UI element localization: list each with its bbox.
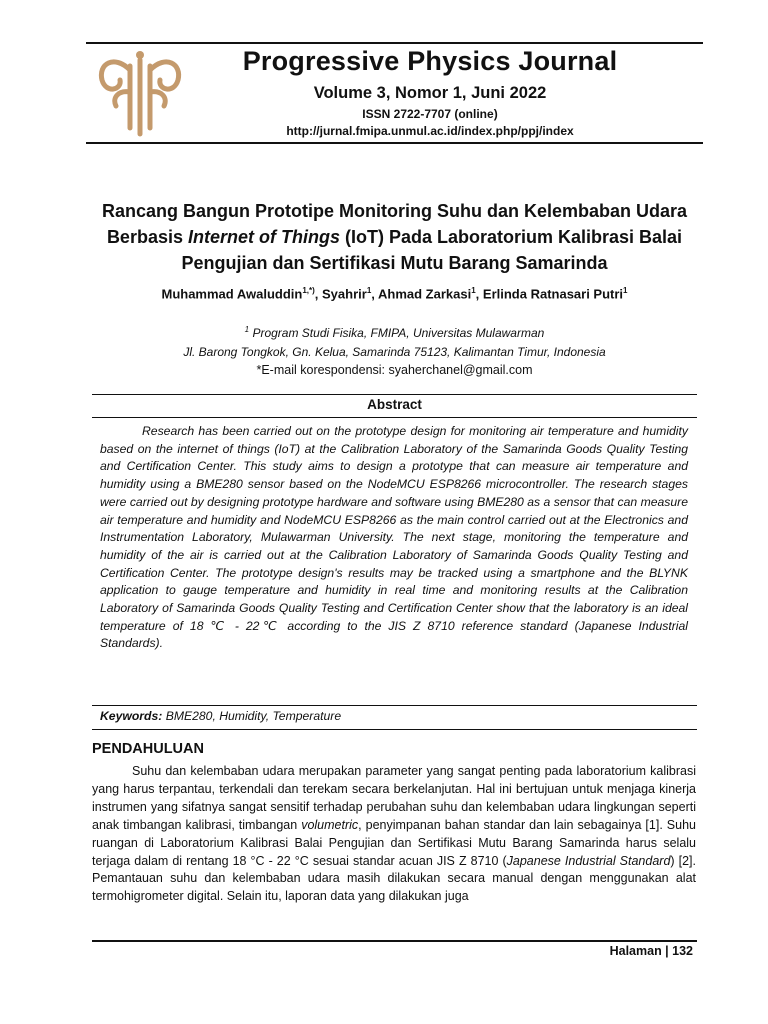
abstract-top-rule: [92, 394, 697, 395]
page-number: Halaman | 132: [609, 944, 693, 958]
author-affiliation-mark: 1: [366, 286, 372, 295]
correspondence-email: *E-mail korespondensi: syaherchanel@gmail.com: [256, 363, 533, 377]
paragraph-italic: volumetric: [301, 817, 359, 832]
journal-volume: Volume 3, Nomor 1, Juni 2022: [313, 84, 547, 102]
paragraph-text: ) [2]. Pemantauan suhu dan kelembaban udara masih dilakukan secara manual dengan menggunakan alat termohigrometer digital. Selain itu, laporan data yang dilakukan juga: [92, 853, 696, 904]
abstract-heading-rule: [92, 417, 697, 418]
affiliation-mark: 1: [244, 325, 250, 334]
paragraph-italic: Japanese Industrial Standard: [506, 853, 671, 868]
paper-title-part1: Rancang Bangun Prototipe Monitoring Suhu dan Kelembaban Udara Berbasis: [101, 201, 688, 247]
keywords-value: BME280, Humidity, Temperature: [162, 709, 342, 723]
affiliation: [92, 320, 697, 362]
author-name: , Syahrir: [314, 286, 367, 302]
abstract-heading: Abstract: [367, 397, 422, 412]
paper-title-part2: (IoT) Pada Laboratorium Kalibrasi Balai Pengujian dan Sertifikasi Mutu Barang Samarinda: [181, 227, 683, 273]
journal-logo-icon: [92, 46, 188, 140]
paragraph-text: , penyimpanan bahan standar dan lain sebagainya [1]. Suhu ruangan di Laboratorium Kalibrasi Balai Pengujian dan Sertifikasi Mutu Barang Samarinda harus selalu terjaga dalam di rentang 18 °C - 22 °C sesuai standar acuan JIS Z 8710 (: [92, 817, 696, 868]
paper-title: [92, 198, 697, 276]
author-affiliation-mark: 1,*): [302, 286, 315, 295]
author-affiliation-mark: 1: [623, 286, 628, 295]
header-top-rule: [86, 42, 703, 44]
author-name: Muhammad Awaluddin: [161, 286, 303, 302]
section-heading: PENDAHULUAN: [92, 741, 204, 757]
paragraph-text: Suhu dan kelembaban udara merupakan parameter yang sangat penting pada laboratorium kalibrasi yang harus terpantau, terkendali dan terekam secara berkelanjutan. Hal ini bertujuan untuk menjaga kinerja instrumen yang sifatnya sangat sensitif terhadap perubahan suhu dan kelembaban udara lingkungan seperti anak timbangan kalibrasi, timbangan: [92, 764, 696, 832]
journal-issn: ISSN 2722-7707 (online): [362, 107, 498, 121]
header-bottom-rule: [86, 142, 703, 144]
keywords: [100, 709, 690, 723]
author-list: [92, 286, 697, 301]
affiliation-line-1: [92, 320, 697, 343]
footer-rule: [92, 940, 697, 942]
author-name: , Ahmad Zarkasi: [371, 286, 472, 302]
author-affiliation-mark: 1: [471, 286, 476, 295]
author-name: , Erlinda Ratnasari Putri: [475, 286, 624, 302]
affiliation-program: Program Studi Fisika, FMIPA, Universitas Mulawarman: [249, 326, 545, 340]
section-paragraph: [92, 763, 696, 906]
keywords-top-rule: [92, 705, 697, 706]
abstract-text: Research has been carried out on the prototype design for monitoring air temperature and humidity based on the internet of things (IoT) at the Calibration Laboratory of the Samarinda Goods Quality Testing and Certification Center. This study aims to design a prototype that can measure air temperature and humidity using a BME280 sensor based on the NodeMCU ESP8266 microcontroller. The research stages were carried out by designing prototype hardware and software using BME280 as a sensor that can measure air temperature and humidity and NodeMCU ESP8266 as the main control carried out at the Electronics and Instrumentation Laboratory, Mulawarman University. The next stage, monitoring the temperature and humidity of the air is carried out at the Calibration Laboratory of Samarinda Goods Quality Testing and Certification Center. The prototype design's results may be tracked using a smartphone and the BLYNK application to gauge temperature and humidity in real time and monitoring results at the Calibration Laboratory of Samarinda Goods Quality Testing and Certification Center show that the laboratory is an ideal temperature of 18 ℃ - 22℃ according to the JIS Z 8710 reference standard (Japanese Industrial Standards).: [100, 424, 688, 651]
paper-title-italic: Internet of Things: [187, 227, 340, 247]
keywords-bottom-rule: [92, 729, 697, 730]
keywords-label: Keywords:: [100, 709, 163, 723]
affiliation-line-2: Jl. Barong Tongkok, Gn. Kelua, Samarinda 75123, Kalimantan Timur, Indonesia: [183, 345, 606, 359]
journal-title: Progressive Physics Journal: [242, 46, 618, 76]
journal-url[interactable]: http://jurnal.fmipa.unmul.ac.id/index.php/ppj/index: [286, 124, 574, 138]
